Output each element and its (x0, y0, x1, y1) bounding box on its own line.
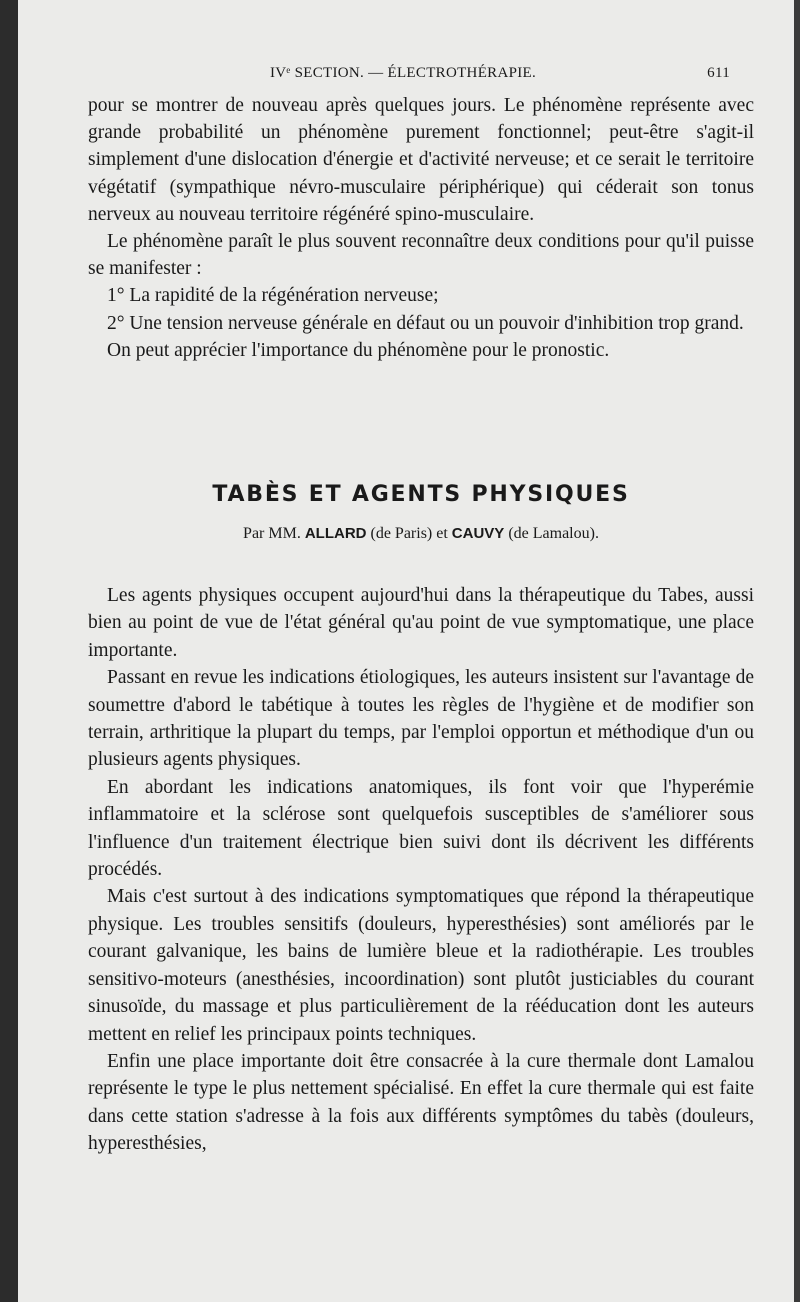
paragraph: Les agents physiques occupent aujourd'hui dans la thérapeutique du Tabes, aussi bien au point de vue de l'état général qu'au point de vue symptomatique, une place importante. (88, 585, 754, 661)
paragraph: On peut apprécier l'importance du phénomène pour le pronostic. (107, 339, 610, 361)
author-name: CAUVY (451, 525, 505, 542)
paragraph: En abordant les indications anatomiques, ils font voir que l'hyperémie inflammatoire et la sclérose sont quelquefois susceptibles de s'améliorer sous l'influence d'un traitement électrique bien suivi dont ils décrivent les différents procédés. (88, 776, 754, 881)
scan-left-edge (0, 0, 18, 1302)
paragraph: Passant en revue les indications étiologiques, les auteurs insistent sur l'avantage de soumettre d'abord le tabétique à toutes les règles de l'hygiène et de modifier son terrain, arthritique la plupart du temps, par l'emploi opportun et méthodique d'un ou plusieurs agents physiques. (88, 667, 754, 771)
author-place: (de Lamalou). (508, 525, 599, 542)
running-header-title: IVᵉ SECTION. — ÉLECTROTHÉRAPIE. (270, 65, 537, 81)
page-number: 611 (707, 65, 730, 81)
byline (88, 525, 754, 543)
author-name: ALLARD (304, 525, 367, 542)
continued-text (88, 92, 754, 364)
scan-right-edge (794, 0, 800, 1302)
list-item: 1° La rapidité de la régénération nerveuse; (107, 285, 439, 307)
article-title: TABÈS ET AGENTS PHYSIQUES (212, 482, 630, 507)
article-body (88, 582, 754, 1158)
article-heading (88, 482, 754, 543)
paragraph: pour se montrer de nouveau après quelques jours. Le phénomène représente avec grande probabilité un phénomène purement fonctionnel; peut-être s'agit-il simplement d'une dislocation d'énergie et d'activité nerveuse; et ce serait le territoire végétatif (sympathique névro-musculaire périphérique) qui céderait son tonus nerveux au nouveau territoire régénéré spino-musculaire. (88, 95, 754, 225)
author-place: (de Paris) (370, 525, 433, 542)
book-page (18, 0, 794, 1302)
byline-conjunction: et (436, 525, 448, 542)
paragraph: Enfin une place importante doit être consacrée à la cure thermale dont Lamalou représente le type le plus nettement spécialisé. En effet la cure thermale qui est faite dans cette station s'adresse à la fois aux différents symptômes du tabès (douleurs, hyperesthésies, (88, 1050, 754, 1155)
paragraph: Le phénomène paraît le plus souvent reconnaître deux conditions pour qu'il puisse se manifester : (88, 231, 754, 280)
running-header (18, 62, 794, 86)
list-item: 2° Une tension nerveuse générale en défaut ou un pouvoir d'inhibition trop grand. (107, 312, 744, 334)
paragraph: Mais c'est surtout à des indications symptomatiques que répond la thérapeutique physique. Les troubles sensitifs (douleurs, hyperesthésies) sont améliorés par le courant galvanique, les bains de lumière bleue et la radiothérapie. Les troubles sensitivo-moteurs (anesthésies, incoordination) sont plutôt justiciables du courant sinusoïde, du massage et plus particulièrement de la rééducation dont les auteurs mettent en relief les principaux points techniques. (88, 886, 754, 1045)
byline-prefix: Par MM. (243, 525, 301, 542)
